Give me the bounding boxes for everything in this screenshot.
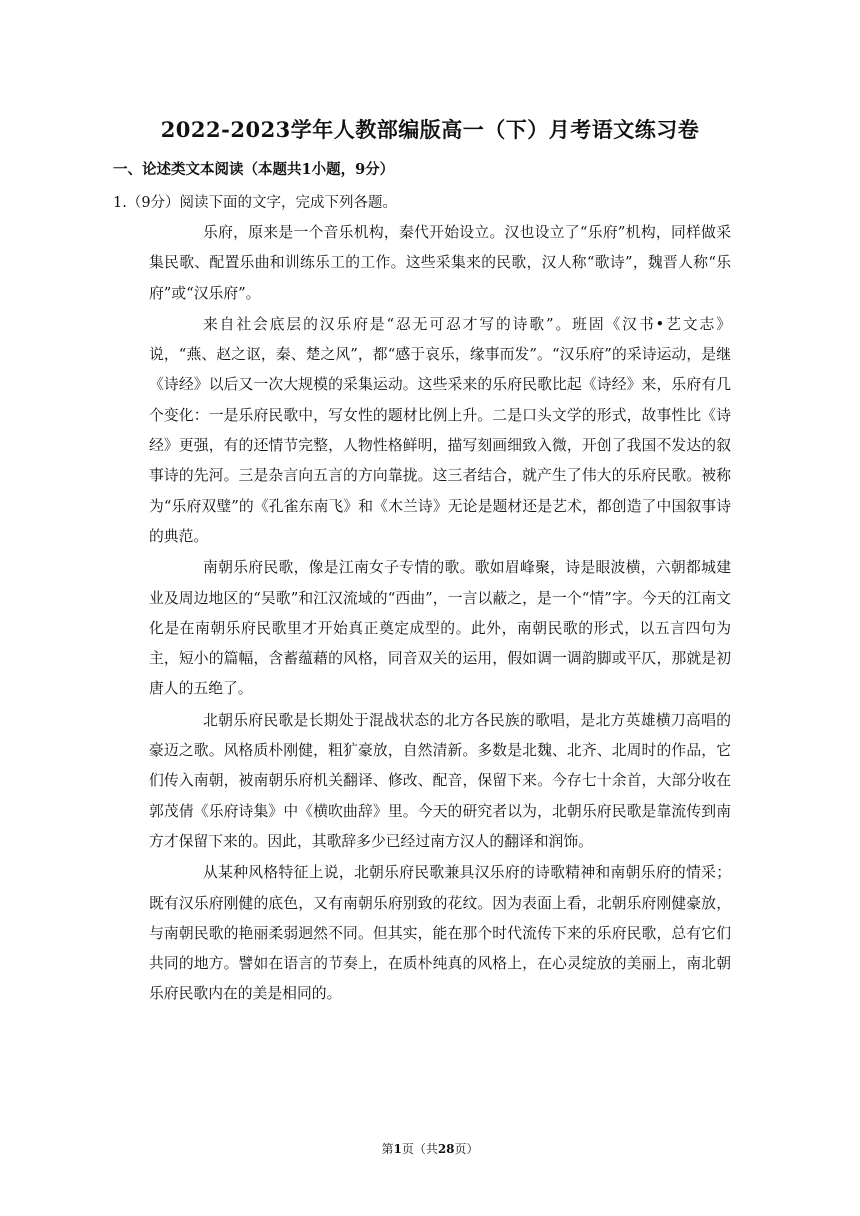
passage-paragraph-2: 来自社会底层的汉乐府是“忍无可忍才写的诗歌”。班固《汉书•艺文志》说，“燕、赵之讴，秦、楚之风”，都“感于哀乐，缘事而发”。“汉乐府”的采诗运动，是继《诗经》以后又一次大规模的采集运动。这些采来的乐府民歌比起《诗经》来，乐府有几个变化：一是乐府民歌中，写女性的题材比例上升。二是口头文学的形式，故事性比《诗经》更强，有的还情节完整，人物性格鲜明，描写刻画细致入微，开创了我国不发达的叙事诗的先河。三是杂言向五言的方向靠拢。这三者结合，就产生了伟大的乐府民歌。被称为“乐府双璧”的《孔雀东南飞》和《木兰诗》无论是题材还是艺术，都创造了中国叙事诗的典范。 <box>149 315 731 545</box>
reading-passage <box>113 218 731 1011</box>
footer-suffix: 页） <box>454 1142 479 1156</box>
footer-total-pages: 28 <box>437 1142 455 1156</box>
question-prompt: 1.（9分）阅读下面的文字，完成下列各题。 <box>113 195 398 211</box>
passage-paragraph-4: 北朝乐府民歌是长期处于混战状态的北方各民族的歌唱，是北方英雄横刀高唱的豪迈之歌。风格质朴刚健，粗犷豪放，自然清新。多数是北魏、北齐、北周时的作品，它们传入南朝，被南朝乐府机关翻译、修改、配音，保留下来。今存七十余首，大部分收在郭茂倩《乐府诗集》中《横吹曲辞》里。今天的研究者以为，北朝乐府民歌是靠流传到南方才保留下来的。因此，其歌辞多少已经过南方汉人的翻译和润饰。 <box>149 711 731 850</box>
footer-prefix: 第 <box>381 1142 394 1156</box>
page-footer <box>0 1140 860 1157</box>
passage-paragraph-5: 从某种风格特征上说，北朝乐府民歌兼具汉乐府的诗歌精神和南朝乐府的情采；既有汉乐府刚健的底色，又有南朝乐府别致的花纹。因为表面上看，北朝乐府刚健豪放，与南朝民歌的艳丽柔弱迥然不同。但其实，能在那个时代流传下来的乐府民歌，总有它们共同的地方。譬如在语言的节奏上，在质朴纯真的风格上，在心灵绽放的美丽上，南北朝乐府民歌内在的美是相同的。 <box>149 864 731 1003</box>
page-title: 2022-2023学年人教部编版高一（下）月考语文练习卷 <box>160 117 700 142</box>
footer-page-number: 1 <box>393 1142 402 1156</box>
passage-paragraph-3: 南朝乐府民歌，像是江南女子专情的歌。歌如眉峰聚，诗是眼波横，六朝都城建业及周边地区的“吴歌”和江汉流域的“西曲”，一言以蔽之，是一个“情”字。今天的江南文化是在南朝乐府民歌里才开始真正奠定成型的。此外，南朝民歌的形式，以五言四句为主，短小的篇幅，含蓄蕴藉的风格，同音双关的运用，假如调一调韵脚或平仄，那就是初唐人的五绝了。 <box>149 559 731 698</box>
section-heading: 一、论述类文本阅读（本题共1小题，9分） <box>113 161 395 178</box>
footer-middle: 页（共 <box>401 1142 438 1156</box>
passage-paragraph-1: 乐府，原来是一个音乐机构，秦代开始设立。汉也设立了“乐府”机构，同样做采集民歌、配置乐曲和训练乐工的工作。这些采集来的民歌，汉人称“歌诗”，魏晋人称“乐府”或“汉乐府”。 <box>149 224 731 302</box>
